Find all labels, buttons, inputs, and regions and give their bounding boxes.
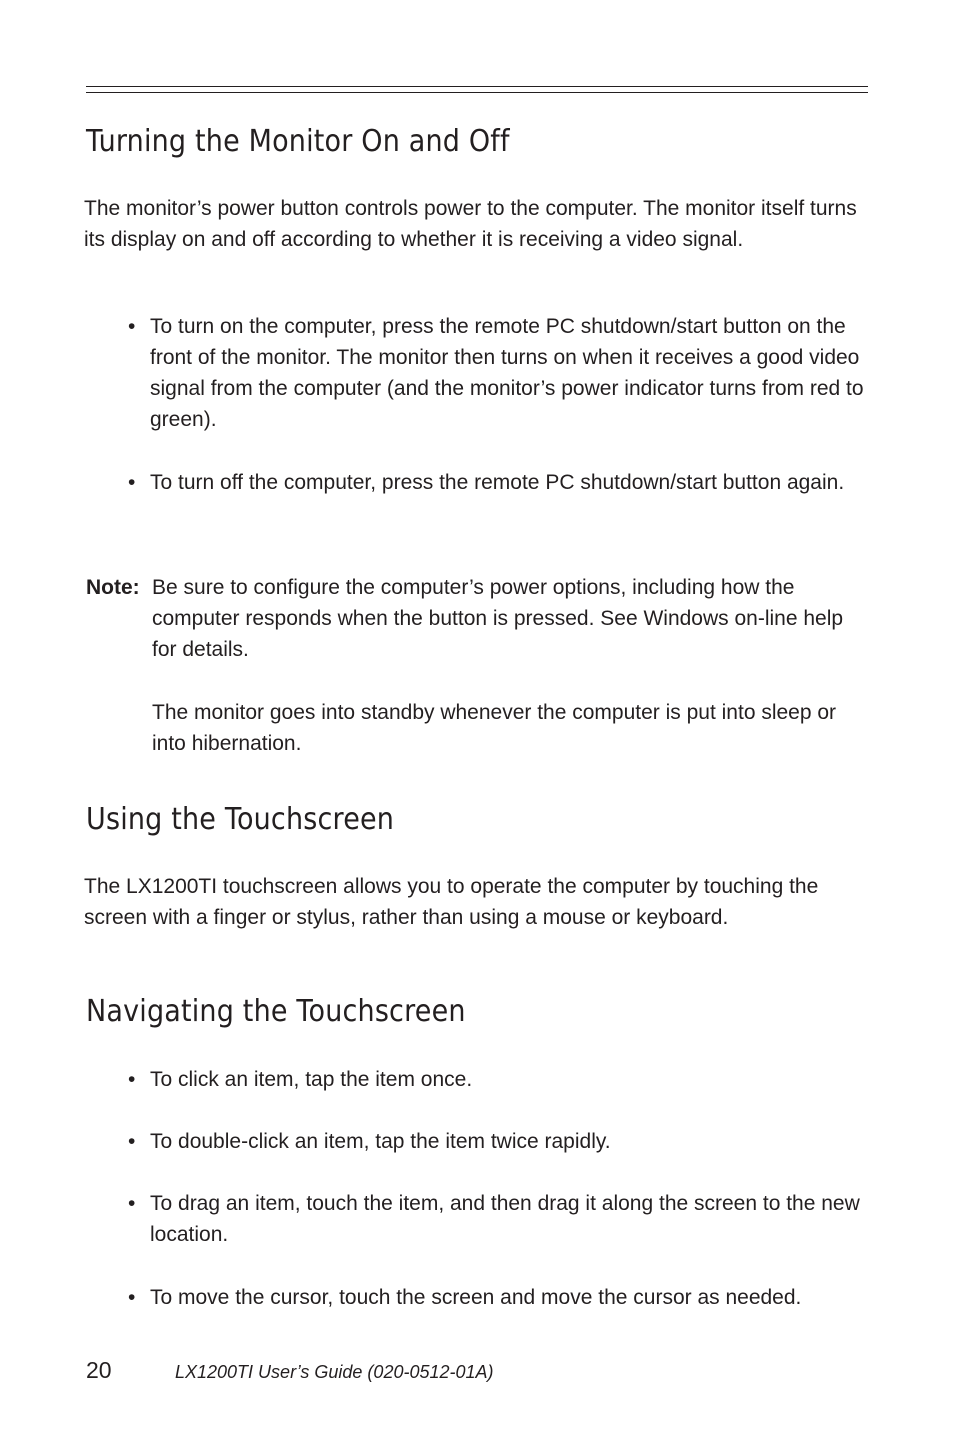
nav-bullet-move-cursor: To move the cursor, touch the screen and move the cursor as needed. (150, 1286, 802, 1309)
footer-document-title: LX1200TI User’s Guide (020-0512-01A) (175, 1362, 494, 1382)
heading-turning-monitor-on-off: Turning the Monitor On and Off (86, 124, 510, 159)
heading-navigating-touchscreen: Navigating the Touchscreen (86, 994, 466, 1029)
bullet-marker: • (128, 315, 136, 338)
touchscreen-intro-paragraph: The LX1200TI touchscreen allows you to operate the computer by touching the screen with a finger or stylus, rather than using a mouse or keyboard. (84, 875, 819, 929)
page-number: 20 (86, 1357, 112, 1383)
nav-bullet-double-click: To double-click an item, tap the item twice rapidly. (150, 1130, 611, 1153)
power-bullet-turn-on: To turn on the computer, press the remote PC shutdown/start button on the front of the monitor. The monitor then turns on when it receives a good video signal from the computer (and the monitor’s power indicator turns from red to green). (150, 315, 864, 431)
nav-bullet-click: To click an item, tap the item once. (150, 1068, 473, 1091)
note-text-standby: The monitor goes into standby whenever the computer is put into sleep or into hibernation. (152, 701, 837, 755)
note-label: Note: (86, 576, 140, 599)
header-rule-top (86, 86, 868, 87)
note-text-configure: Be sure to configure the computer’s power options, including how the computer responds when the button is pressed. See Windows on-line help for details. (152, 576, 844, 661)
power-bullet-turn-off: To turn off the computer, press the remote PC shutdown/start button again. (150, 471, 845, 494)
bullet-marker: • (128, 1286, 136, 1309)
bullet-marker: • (128, 1130, 136, 1153)
bullet-marker: • (128, 1068, 136, 1091)
header-rule-bottom (86, 92, 868, 93)
bullet-marker: • (128, 1192, 136, 1215)
heading-using-touchscreen: Using the Touchscreen (86, 802, 395, 837)
bullet-marker: • (128, 471, 136, 494)
power-intro-paragraph: The monitor’s power button controls power to the computer. The monitor itself turns its display on and off according to whether it is receiving a video signal. (84, 197, 857, 251)
nav-bullet-drag: To drag an item, touch the item, and then drag it along the screen to the new location. (150, 1192, 860, 1246)
